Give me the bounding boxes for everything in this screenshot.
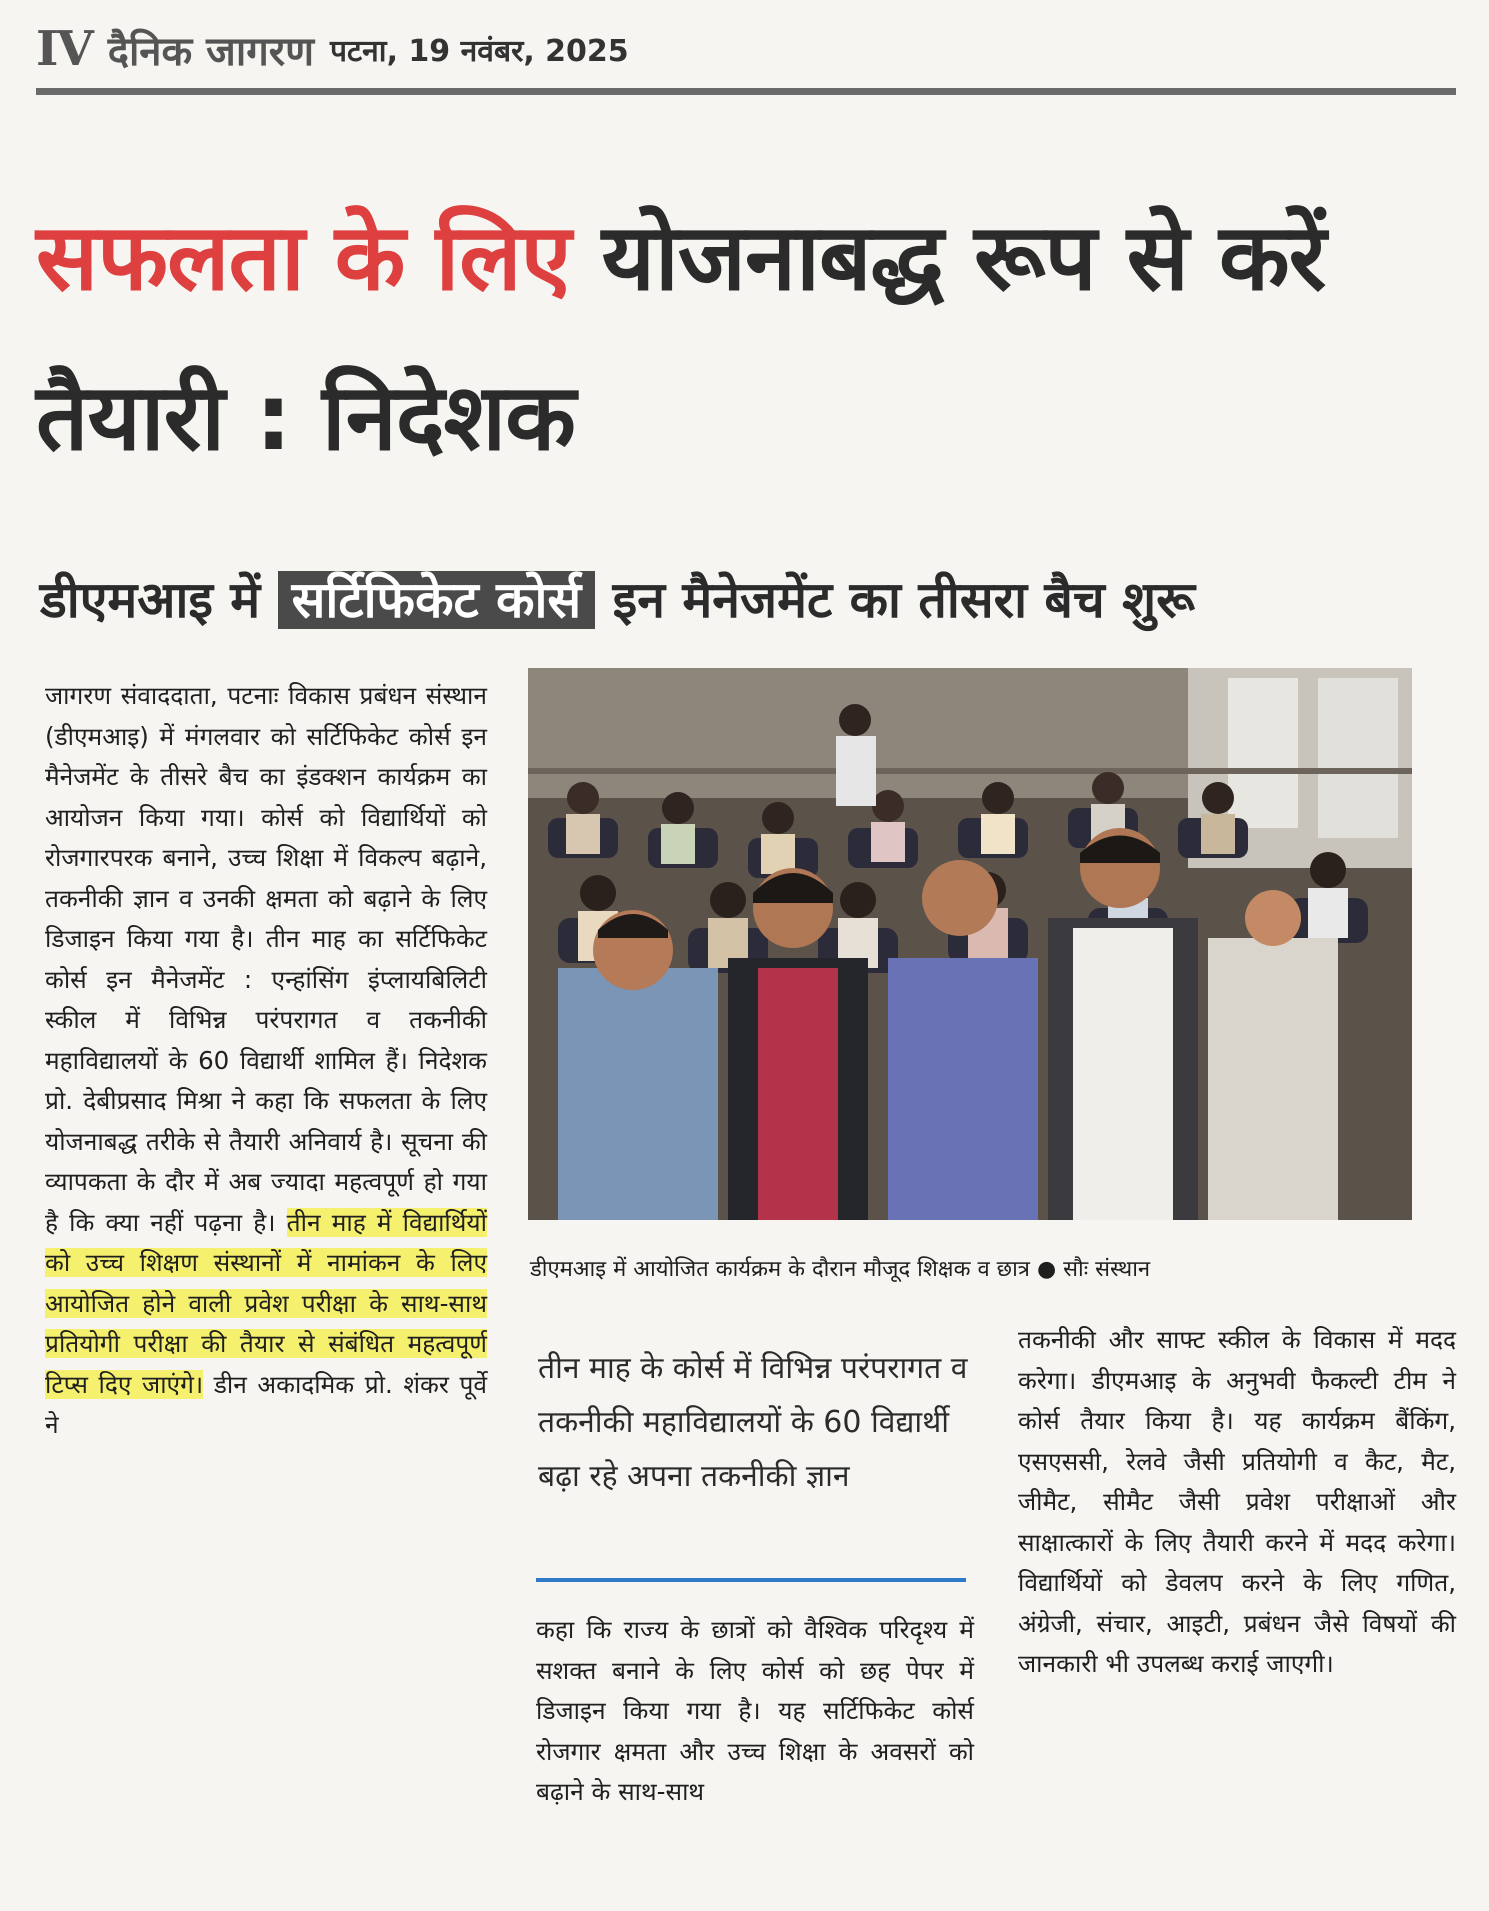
newspaper-name: दैनिक जागरण — [107, 28, 314, 75]
headline-red-part: सफलता के लिए — [36, 204, 571, 311]
photo-credit: सौः संस्थान — [1063, 1257, 1151, 1282]
pull-quote: तीन माह के कोर्स में विभिन्न परंपरागत व तकनीकी महाविद्यालयों के 60 विद्यार्थी बढ़ा रहे अपना तकनीकी ज्ञान — [538, 1351, 968, 1494]
article-right-column: तकनीकी और साफ्ट स्कील के विकास में मदद करेगा। डीएमआइ के अनुभवी फैकल्टी टीम ने कोर्स तैयार किया है। यह कार्यक्रम बैंकिंग, एसएससी, रेलवे जैसी प्रतियोगी व कैट, मैट, जीमैट, सीमैट जैसी प्रवेश परीक्षाओं और साक्षात्कारों के लिए तैयारी करने में मदद करेगा। विद्यार्थियों को डेवलप करने के लिए गणित, अंग्रेजी, संचार, आइटी, प्रबंधन जैसे विषयों की जानकारी भी उपलब्ध कराई जाएगी। — [1018, 1325, 1456, 1678]
photo-caption — [530, 1254, 1430, 1286]
subhead-before: डीएमआइ में — [40, 571, 278, 629]
subhead-after: इन मैनेजमेंट का तीसरा बैच शुरू — [595, 571, 1195, 629]
article-left-tail: डीन अकादमिक प्रो. शंकर पूर्वे ने — [45, 1369, 487, 1439]
article-left-column — [45, 676, 487, 1446]
page-number: IV — [36, 21, 92, 77]
headline — [36, 178, 1456, 498]
masthead-rule — [36, 88, 1456, 95]
bullet-icon: ● — [1036, 1257, 1057, 1282]
event-photo — [528, 668, 1412, 1220]
headline-black-part: योजनाबद्ध रूप से करें तैयारी : निदेशक — [36, 204, 1326, 471]
pull-quote-divider — [536, 1578, 966, 1582]
caption-text: डीएमआइ में आयोजित कार्यक्रम के दौरान मौजूद शिक्षक व छात्र — [530, 1257, 1030, 1282]
event-photo-illustration — [528, 668, 1412, 1220]
dateline: पटना, 19 नवंबर, 2025 — [330, 33, 629, 69]
highlighted-passage: तीन माह में विद्यार्थियों को उच्च शिक्षण संस्थानों में नामांकन के लिए आयोजित होने वाली प्रवेश परीक्षा के साथ-साथ प्रतियोगी परीक्षा की तैयार से संबंधित महत्वपूर्ण टिप्स दिए जाएंगे। — [45, 1207, 487, 1399]
subheadline — [40, 556, 1460, 644]
subhead-boxed-label: सर्टिफिकेट कोर्स — [278, 571, 596, 629]
article-body-text: जागरण संवाददाता, पटनाः विकास प्रबंधन संस्थान (डीएमआइ) में मंगलवार को सर्टिफिकेट कोर्स इन मैनेजमेंट के तीसरे बैच का इंडक्शन कार्यक्रम का आयोजन किया गया। कोर्स को विद्यार्थियों को रोजगारपरक बनाने, उच्च शिक्षा में विकल्प बढ़ाने, तकनीकी ज्ञान व उनकी क्षमता को बढ़ाने के लिए डिजाइन किया गया है। तीन माह का सर्टिफिकेट कोर्स इन मैनेजमेंट : एन्हांसिंग इंप्लायबिलिटी स्कील में विभिन्न परंपरागत व तकनीकी महाविद्यालयों के 60 विद्यार्थी शामिल हैं। निदेशक प्रो. देबीप्रसाद मिश्रा ने कहा कि सफलता के लिए योजनाबद्ध तरीके से तैयारी अनिवार्य है। सूचना की व्यापकता के दौर में अब ज्यादा महत्वपूर्ण हो गया है कि क्या नहीं पढ़ना है। — [45, 681, 487, 1237]
masthead — [36, 18, 1456, 80]
article-middle-column: कहा कि राज्य के छात्रों को वैश्विक परिदृश्य में सशक्त बनाने के लिए कोर्स को छह पेपर में डिजाइन किया गया है। यह सर्टिफिकेट कोर्स रोजगार क्षमता और उच्च शिक्षा के अवसरों को बढ़ाने के साथ-साथ — [536, 1615, 974, 1806]
